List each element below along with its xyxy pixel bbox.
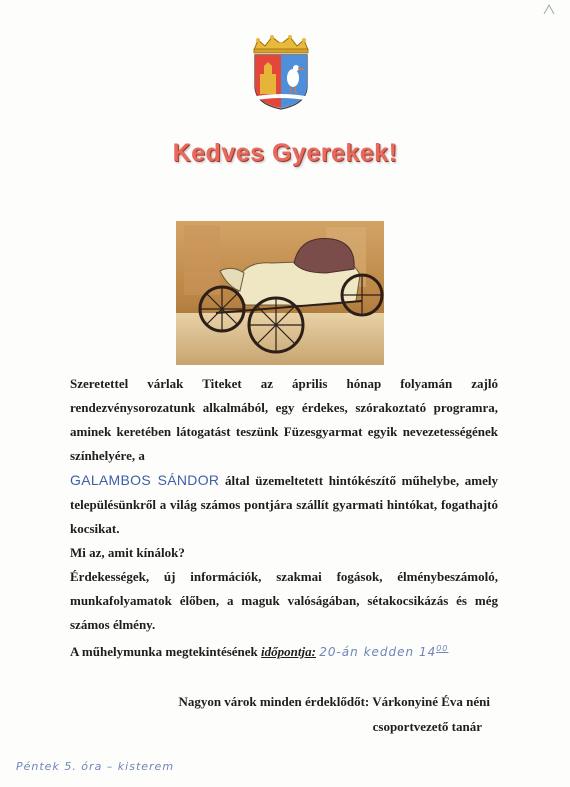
page-title: Kedves Gyerekek! [172, 139, 398, 167]
host-text: által üzemeltetett hintókészítő műhelybe, amely településünkről a világ számos pontjára szállít gyarmati hintókat, fogathajtó kocsikat. [70, 473, 498, 536]
date-prefix: A műhelymunka megtekintésének [70, 644, 258, 659]
signature-block [150, 689, 490, 739]
shield-icon [255, 55, 307, 109]
handwritten-note: Péntek 5. óra – kisterem [16, 760, 175, 773]
coat-of-arms [248, 34, 314, 110]
host-paragraph [70, 468, 498, 541]
crown-icon [254, 35, 308, 53]
invitation-text [70, 372, 498, 664]
host-name: GALAMBOS SÁNDOR [70, 472, 220, 488]
signature-line: Nagyon várok minden érdeklődőt: Várkonyiné Éva néni [178, 694, 490, 709]
handwritten-date-minutes: 00 [436, 644, 449, 653]
signature-role: csoportvezető tanár [372, 719, 482, 734]
date-label: időpontja: [261, 644, 316, 659]
carriage-photo [176, 221, 384, 365]
intro-paragraph: Szeretettel várlak Titeket az április hónap folyamán zajló rendezvénysorozatunk alkalmából, egy érdekes, szórakoztató programra, aminek keretében látogatást teszünk Füzesgyarmat egyik nevezetességének színhelyére, a [70, 376, 498, 463]
offer-paragraph: Érdekességek, új információk, szakmai fogások, élménybeszámoló, munkafolyamatok élőben, a maguk valóságában, sétakocsikázás és még számos élmény. [70, 569, 498, 632]
corner-mark [542, 2, 556, 16]
handwritten-date-text: 20-án kedden 14 [319, 645, 437, 659]
handwritten-date [319, 645, 448, 659]
question-line: Mi az, amit kínálok? [70, 545, 185, 560]
date-line [70, 637, 498, 664]
